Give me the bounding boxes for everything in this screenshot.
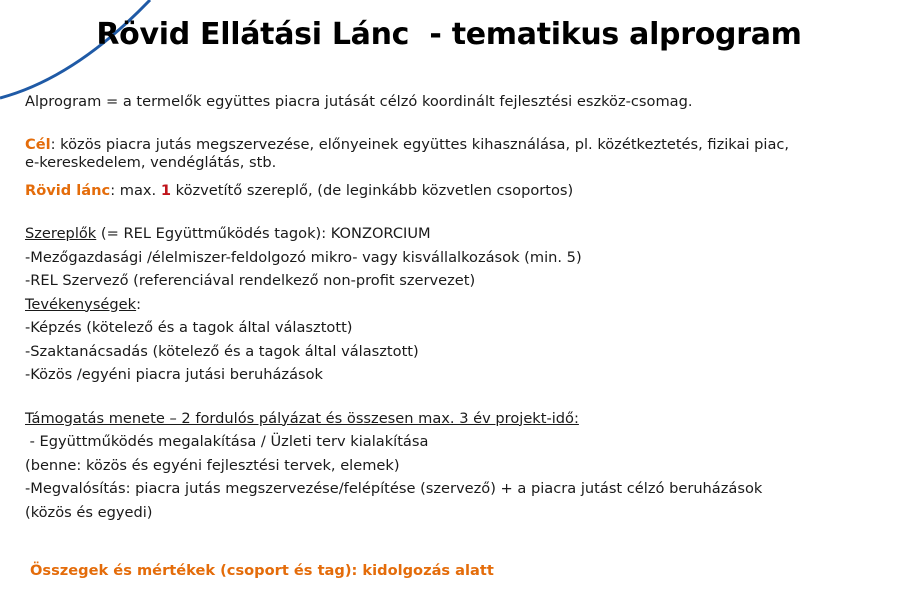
actors-heading-rest: (= REL Együttműködés tagok): KONZORCIUM [96,225,431,242]
actors-heading-line [25,222,885,246]
actors-heading: Szereplők [25,225,97,242]
short-chain-text-after: közvetítő szereplő, (de leginkább közvetlen csoportos) [171,181,574,199]
intro-line: Alprogram = a termelők együttes piacra jutását célzó koordinált fejlesztési eszköz-csomag. [25,93,693,110]
goal-label: Cél [25,135,51,153]
short-chain-label: Rövid lánc [25,181,111,199]
activities-item: -Képzés (kötelező és a tagok által választott) [25,319,353,336]
activities-item: -Közös /egyéni piacra jutási beruházások [25,366,323,383]
short-chain-number: 1 [160,181,171,199]
activities-item: -Szaktanácsadás (kötelező és a tagok által választott) [25,342,419,360]
slide-title: Rövid Ellátási Lánc - tematikus alprogram [96,17,802,52]
actors-item: -REL Szervező (referenciával rendelkező non-profit szervezet) [25,272,476,289]
actors-item: -Mezőgazdasági /élelmiszer-feldolgozó mikro- vagy kisvállalkozások (min. 5) [25,248,582,266]
process-line: (közös és egyedi) [25,503,153,521]
amounts-line: Összegek és mértékek (csoport és tag): kidolgozás alatt [30,562,494,579]
activities-heading: Tevékenységek [25,295,137,313]
process-line: - Együttműködés megalakítása / Üzleti terv kialakítása [25,433,429,450]
goal-text-1: : közös piacra jutás megszervezése, előnyeinek együttes kihasználása, pl. közétkeztetés, fizikai piac, [50,135,790,153]
process-line: -Megvalósítás: piacra jutás megszervezése/felépítése (szervező) + a piacra jutást célzó beruházások [25,480,763,497]
activities-heading-line [25,293,885,317]
process-heading: Támogatás menete – 2 fordulós pályázat és összesen max. 3 év projekt-idő: [25,409,579,427]
goal-line-2: e-kereskedelem, vendéglátás, stb. [25,154,277,171]
slide-body [25,90,885,524]
activities-heading-suffix: : [136,295,142,313]
short-chain-text-before: : max. [110,181,161,199]
process-line: (benne: közös és egyéni fejlesztési tervek, elemek) [25,456,400,474]
goal-line-1 [25,136,885,155]
short-chain-line [25,179,885,203]
